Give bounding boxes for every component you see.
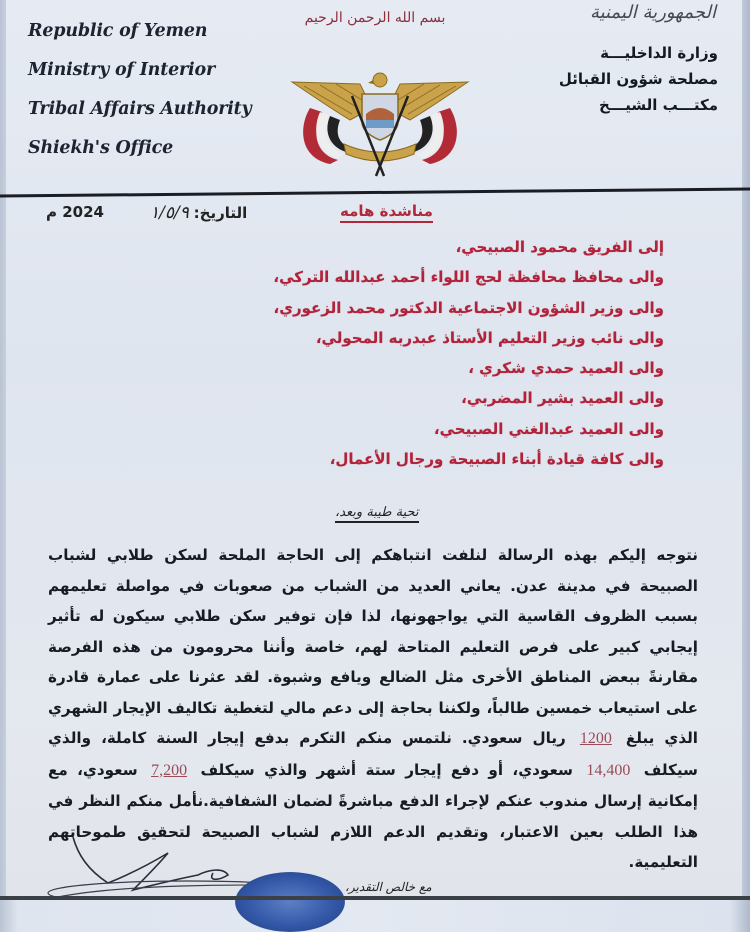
yemen-emblem-icon (290, 68, 470, 178)
recipients-list (273, 232, 664, 474)
date-year: 2024 م (46, 203, 104, 221)
basmala: بسم الله الرحمن الرحيم (304, 10, 446, 26)
recipient: إلى الفريق محمود الصبيحي، (455, 238, 664, 256)
letterhead-office-ar: مكتـــب الشيـــخ (599, 96, 718, 114)
recipient: والى وزير الشؤون الاجتماعية الدكتور محمد الزعوري، (273, 298, 664, 317)
recipient: والى كافة قيادة أبناء الصبيحة ورجال الأعمال، (329, 450, 664, 469)
letterhead-authority-ar: مصلحة شؤون القبائل (558, 70, 718, 88)
letter-date (150, 203, 247, 223)
letterhead-line-ministry: Ministry of Interior (28, 60, 215, 80)
arabic-letterhead (559, 2, 718, 118)
body-part-3: سعودي، أو دفع إيجار ستة أشهر والذي سيكلف (200, 760, 573, 779)
letter-body (48, 540, 698, 878)
recipient: والى نائب وزير التعليم الأستاذ عبدربه المحولي، (315, 328, 664, 347)
body-part-1: نتوجه إليكم بهذه الرسالة لنلفت انتباهكم إلى الحاجة الملحة لسكن طلابي لشباب الصبيحة في مدينة عدن. يعاني العديد من الشباب من صعوبات في مواصلة تعليمهم بسبب الظروف القاسية التي يواجهونها، لذا فإن توفير سكن طلابي سيكون له تأثير إيجابي كبير على فرص التعليم المتاحة لهم، خاصة وأننا محرومون من هذه الفرصة مقارنةً ببعض المناطق الأخرى مثل الضالع ويافع وشبوة. لقد عثرنا على عمارة قادرة على استيعاب خمسين طالباً، ولكننا بحاجة إلى دعم مالي لتغطية تكاليف الإيجار الشهري الذي يبلغ (48, 546, 699, 747)
header-divider (0, 186, 750, 200)
letter-title: مناشدة هامه (340, 202, 433, 223)
letterhead-republic-ar: الجمهورية اليمنية (589, 2, 716, 23)
recipient: والى العميد حمدي شكري ، (468, 359, 664, 378)
body-part-4: سعودي، مع إمكانية إرسال مندوب عنكم لإجراء الدفع مباشرةً لضمان الشفافية.نأمل منكم النظر في هذا الطلب بعين الاعتبار، وتقديم الدعم اللازم لشباب الصبيحة لتحقيق طموحاتهم التعليمية. (48, 760, 698, 871)
title-date-row (0, 200, 750, 228)
letterhead-line-republic: Republic of Yemen (28, 21, 208, 41)
letterhead-line-office: Shiekh's Office (28, 138, 174, 158)
six-month-cost-amount: 7,200 (151, 761, 188, 779)
body-part-2: ريال سعودي. نلتمس منكم التكرم بدفع إيجار السنة كاملة، والذي سيكلف (48, 729, 698, 779)
date-value: ١/٥/٩ (150, 203, 189, 223)
closing: مع خالص التقدير، (345, 880, 432, 894)
recipient: والى العميد بشير المضربي، (461, 389, 664, 408)
greeting: تحية طيبة وبعد، (335, 505, 419, 523)
photo-bottom-edge (0, 896, 750, 900)
recipient: والى العميد عبدالغني الصبيحي، (433, 419, 664, 438)
recipient: والى محافظ محافظة لحج اللواء أحمد عبدالله التركي، (273, 268, 664, 287)
letterhead-ministry-ar: وزارة الداخليـــة (600, 44, 718, 62)
english-letterhead (28, 12, 252, 168)
official-stamp-icon (235, 872, 345, 932)
monthly-rent-amount: 1200 (579, 730, 612, 747)
date-label: التاريخ: (193, 204, 248, 222)
annual-cost-amount: 14,400 (586, 761, 631, 779)
letterhead-line-authority: Tribal Affairs Authority (28, 99, 252, 119)
